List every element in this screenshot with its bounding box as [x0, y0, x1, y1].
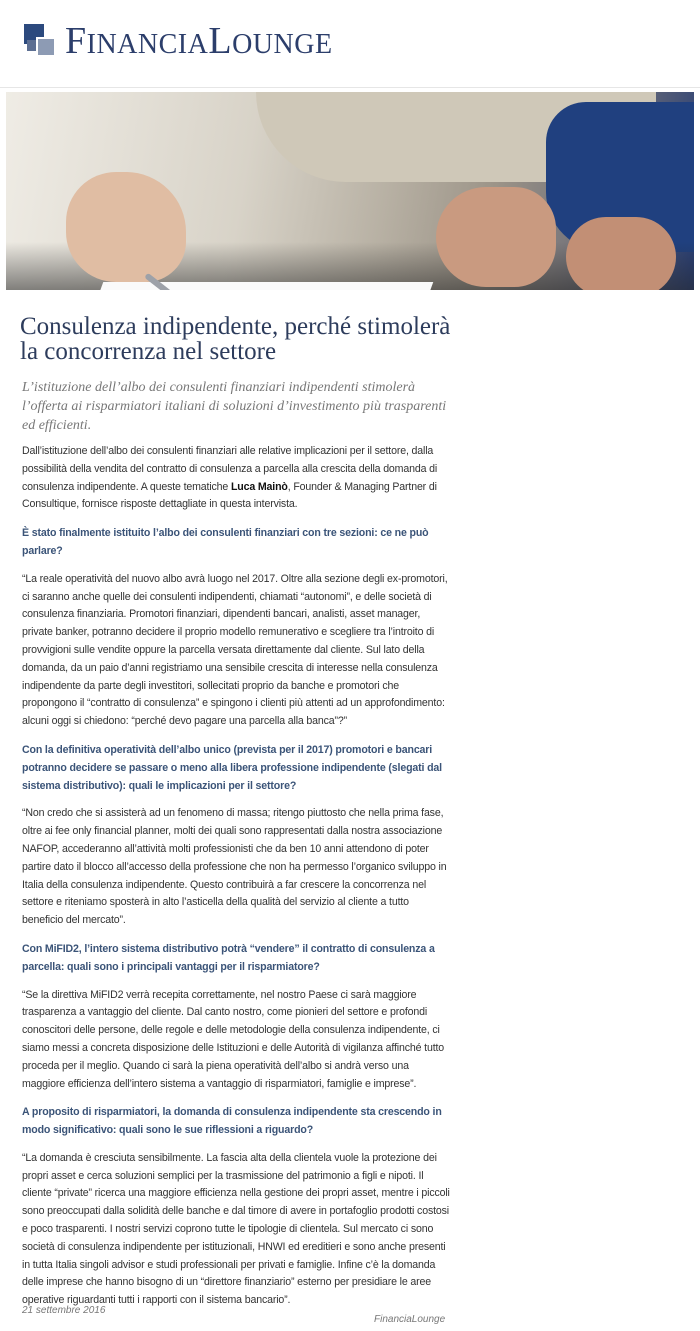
article-title: Consulenza indipendente, perché stimolerà la concorrenza nel settore: [20, 313, 451, 365]
logo-square: [27, 40, 36, 51]
intro-text: Dall’istituzione dell’albo dei consulenti finanziari alle relative implicazioni per il settore, dalla possibilità della vendita del contratto di consulenza a parcella alla crescita della domanda di consulenza indipendente. A queste tematiche: [22, 445, 438, 493]
logo-mark-icon: [24, 24, 56, 58]
question: È stato finalmente istituito l’albo dei consulenti finanziari con tre sezioni: ce ne può parlare?: [22, 527, 429, 557]
question: A proposito di risparmiatori, la domanda di consulenza indipendente sta crescendo in modo significativo: quali sono le sue riflessioni a riguardo?: [22, 1106, 442, 1137]
article-body: [22, 443, 452, 1321]
site-header: [0, 0, 700, 88]
answer: “Se la direttiva MiFID2 verrà recepita correttamente, nel nostro Paese ci sarà maggiore trasparenza a vantaggio del cliente. Dal canto nostro, come pionieri del settore e profondi conoscitori delle persone, delle regole e delle metodologie della consulenza indipendente, ci siamo messi a concreta disposizione delle Istituzioni e delle Autorità di vigilanza affinché tutto proceda per il meglio. Quando ci sarà la piena operatività dell’albo si andrà verso una maggiore efficienza dell’intero sistema a vantaggio di risparmiatori, famiglie e imprese”.: [22, 988, 445, 1090]
interviewee-name: Luca Mainò: [230, 480, 288, 493]
logo-letter: F: [65, 20, 87, 62]
hero-image: [6, 92, 694, 290]
article-lead: L’istituzione dell’albo dei consulenti finanziari indipendenti stimolerà l’offerta ai risparmiatori italiani di soluzioni d’investimento più trasparenti ed efficienti.: [22, 380, 447, 433]
hero-document: [89, 282, 434, 290]
logo-letter: L: [208, 20, 233, 62]
answer: “La domanda è cresciuta sensibilmente. La fascia alta della clientela vuole la protezione dei propri asset e cerca soluzioni semplici per la trasmissione del patrimonio a figli e nipoti. Il cliente “private” ricerca una maggiore efficienza nella gestione dei propri asset, mentre i piccoli sono preoccupati dalla solidità delle banche e dal timore di avere in portafoglio prodotti costosi e poco trasparenti. I nostri servizi coprono tutte le tipologie di clientela. Sul mercato ci sono società di consulenza indipendente per istituzionali, HNWI ed ereditieri e sono anche presenti in tutta Italia singoli advisor e studi professionali per privati e famiglie. Infine c’è la domanda delle imprese che hanno bisogno di un “direttore finanziario” esterno per presidiare le aree operative riguardanti tutti i rapporti con il sistema bancario”.: [22, 1151, 450, 1307]
logo-letters: INANCIA: [86, 29, 209, 60]
article-content: [0, 290, 700, 1331]
article-intro: [22, 443, 452, 514]
hero-hand: [66, 172, 186, 282]
logo-letters: OUNGE: [232, 29, 333, 60]
answer: “La reale operatività del nuovo albo avrà luogo nel 2017. Oltre alla sezione degli ex-promotori, ci saranno anche quelle dei consulenti indipendenti, chiamati “autonomi”, e delle società di consulenza finanziaria. Promotori finanziari, dipendenti bancari, analisti, asset manager, private banker, potranno decidere il proprio modello remunerativo e scegliere tra l’introito di provvigioni sulle vendite oppure la parcella versata direttamente dal cliente. Sul lato della domanda, da un paio d’anni registriamo una sensibile crescita di interesse nella consulenza indipendente da parte degli investitori, sollecitati proprio da banche e promotori che propongono il “contratto di consulenza” e spingono i clienti più attenti ad un approfondimento: alcuni oggi si chiedono: “perché devo pagare una parcella alla banca”?”: [22, 572, 448, 728]
article-source: FinanciaLounge: [374, 1314, 446, 1325]
article-date: 21 settembre 2016: [22, 1305, 106, 1316]
answer: “Non credo che si assisterà ad un fenomeno di massa; ritengo piuttosto che nella prima fase, oltre ai fee only financial planner, molti dei quali sono rappresentati dalla nostra associazione NAFOP, accederanno all’attività molti professionisti che da ben 10 anni attendono di poter partire dato il blocco all’accesso della professione che non ha permesso l’organico sviluppo in Italia della consulenza indipendente. Questo contribuirà a far crescere la concorrenza nel settore e riteniamo sposterà in alto l’asticella della qualità del servizio al cliente a tutto beneficio del mercato”.: [22, 807, 447, 927]
hero-hand: [566, 217, 676, 290]
intro-text: , Founder & Managing Partner di Consultique, fornisce risposte dettagliate in questa intervista.: [22, 480, 437, 511]
hero-hand: [436, 187, 556, 287]
logo-square: [36, 37, 56, 57]
question: Con MiFID2, l’intero sistema distributivo potrà “vendere” il contratto di consulenza a parcella: quali sono i principali vantaggi per il risparmiatore?: [22, 942, 435, 973]
logo-wordmark: [65, 22, 333, 60]
question: Con la definitiva operatività dell’albo unico (prevista per il 2017) promotori e bancari potranno decidere se passare o meno alla libera professione indipendente (slegati dal sistema distributivo): quali le implicazioni per il settore?: [22, 743, 442, 792]
site-logo[interactable]: [24, 22, 333, 60]
